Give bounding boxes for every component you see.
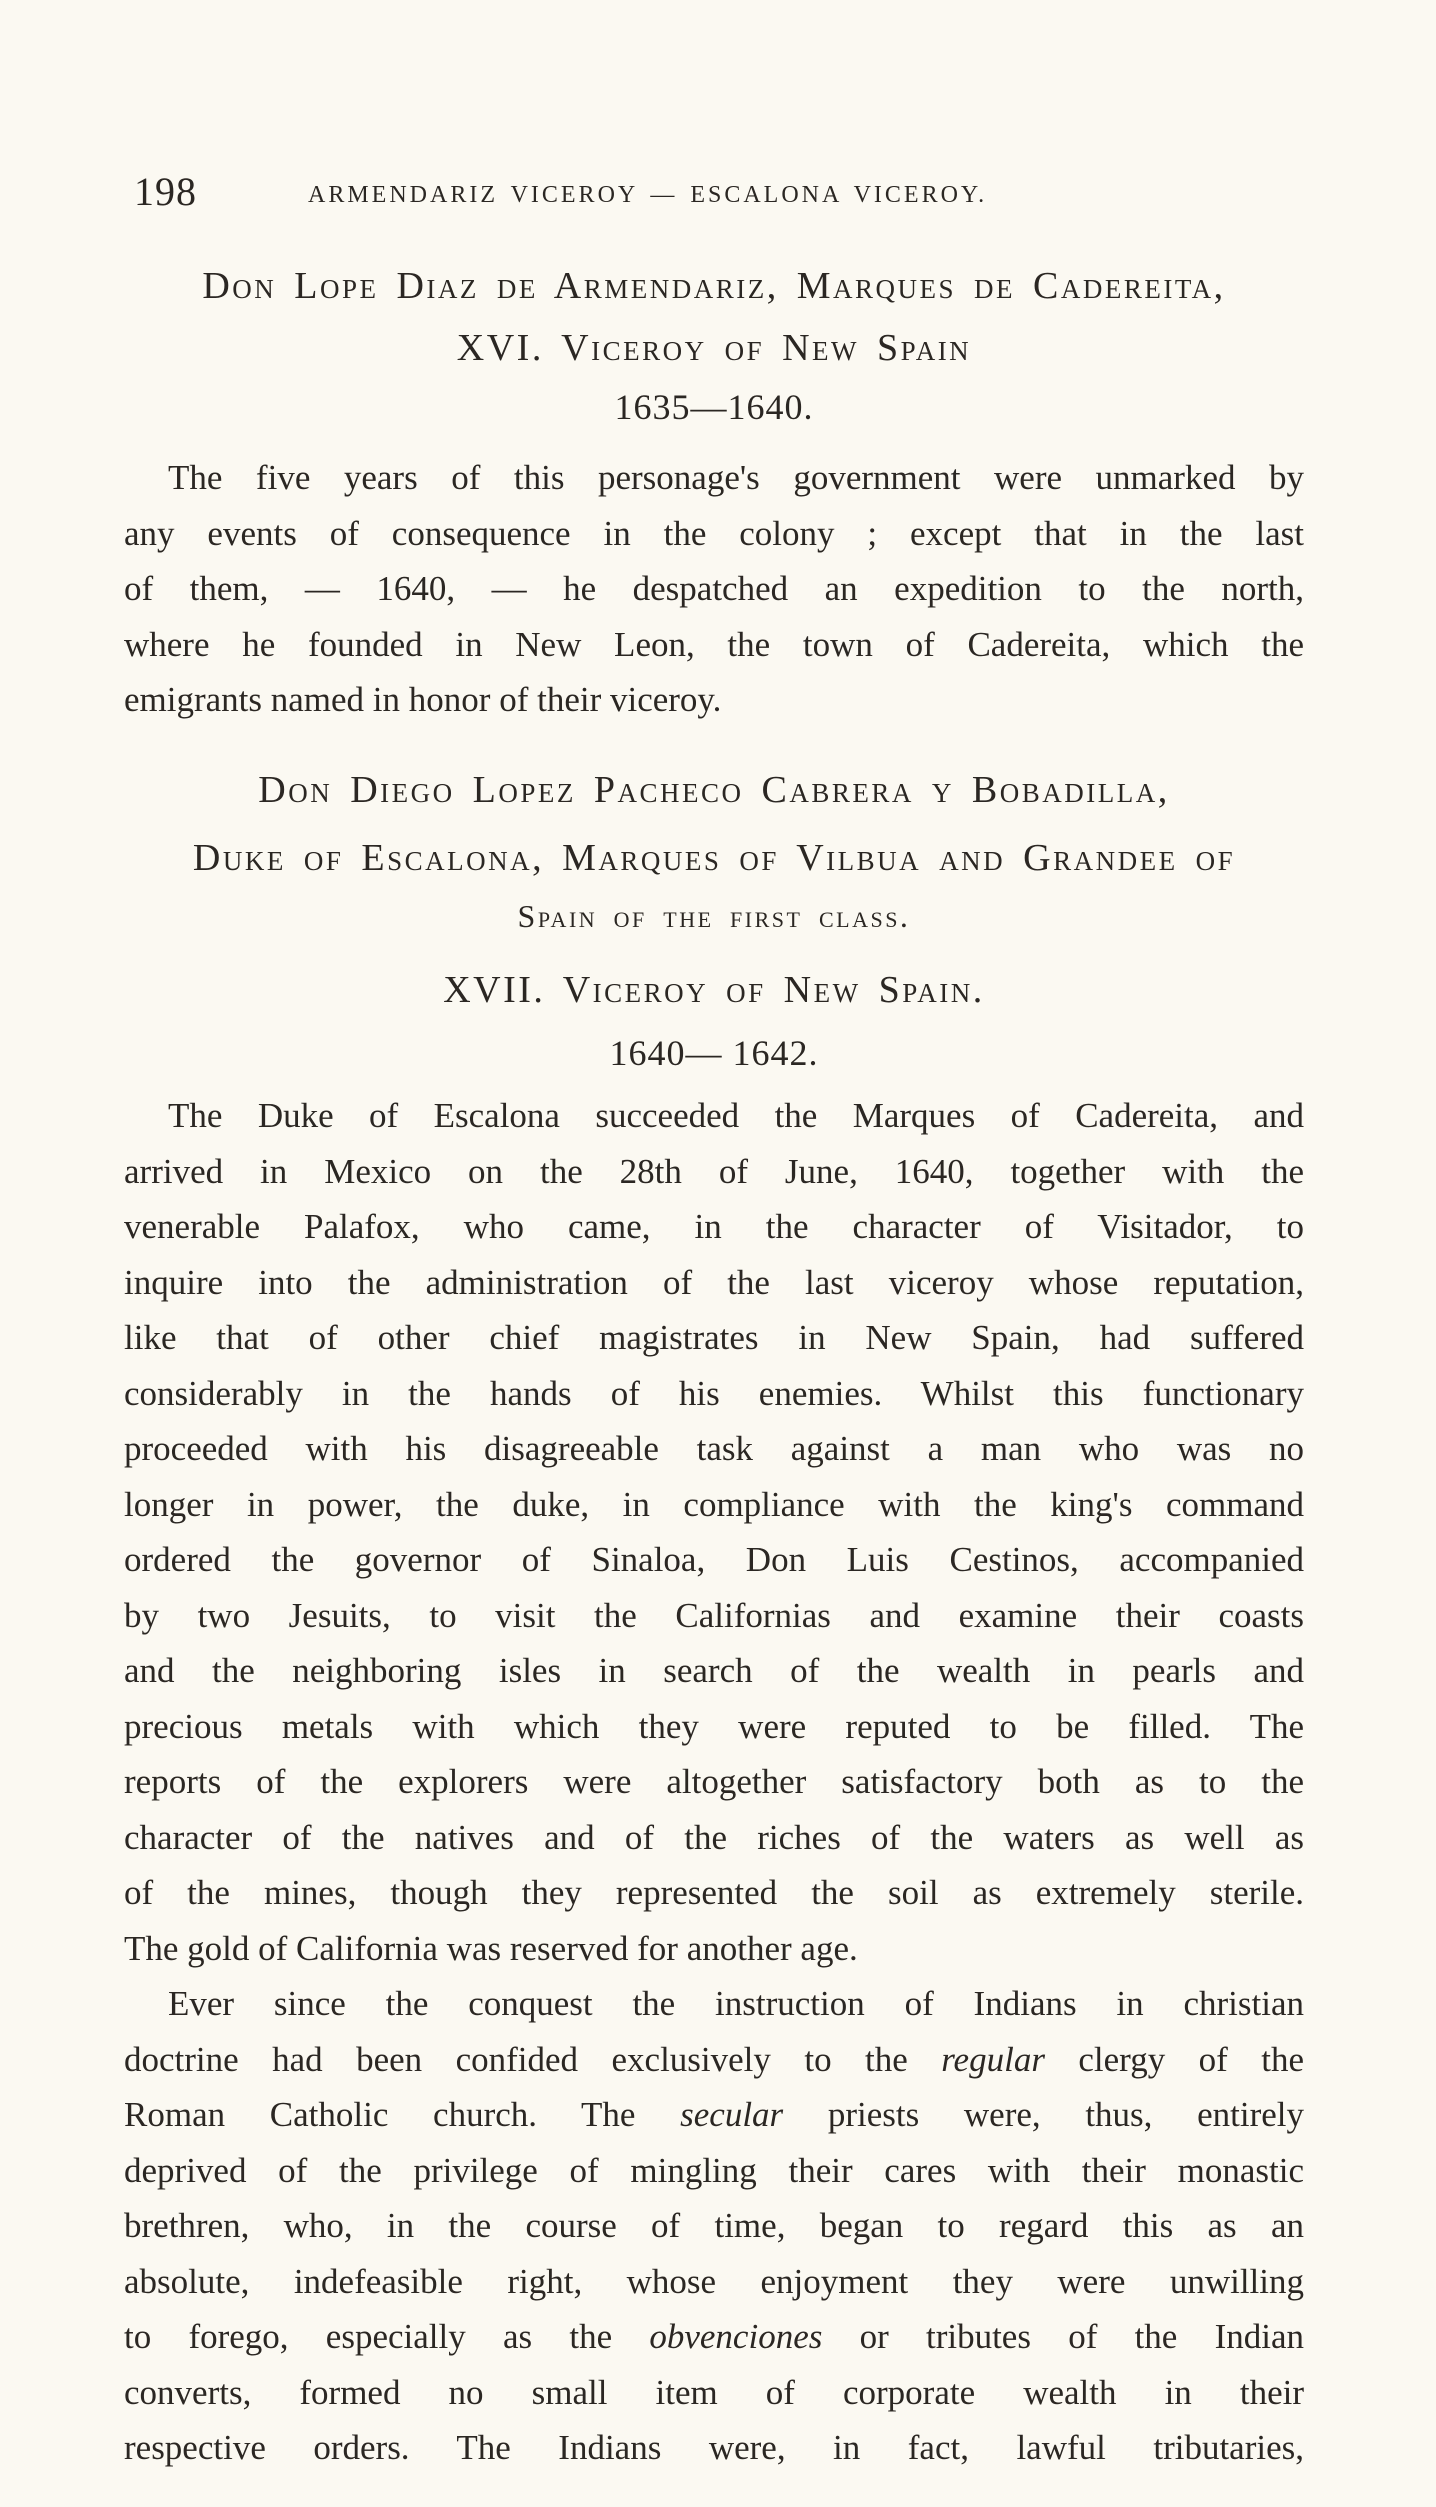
paragraph-line: absolute, indefeasible right, whose enjoyment they were unwilling bbox=[124, 2261, 1304, 2301]
text-run: or tributes of the Indian bbox=[822, 2317, 1304, 2356]
text-run: doctrine had been confided exclusively to the bbox=[124, 2039, 942, 2079]
italic-term-regular: regular bbox=[941, 2039, 1045, 2079]
paragraph-line: of them, — 1640, — he despatched an expedition to the north, bbox=[124, 569, 1304, 608]
section2-paragraph-2 bbox=[124, 1976, 1304, 2476]
paragraph-line: of the mines, though they represented the soil as extremely sterile. bbox=[124, 1873, 1304, 1912]
paragraph-line: ordered the governor of Sinaloa, Don Luis Cestinos, accompanied bbox=[124, 1540, 1304, 1579]
section2-years: 1640— 1642. bbox=[609, 1033, 819, 1073]
paragraph-line: The gold of California was reserved for another age. bbox=[124, 1928, 858, 1968]
paragraph-line bbox=[124, 2309, 1304, 2365]
paragraph-line: and the neighboring isles in search of the wealth in pearls and bbox=[124, 1651, 1304, 1690]
paragraph-line: emigrants named in honor of their viceroy. bbox=[124, 680, 722, 719]
paragraph-line: any events of consequence in the colony ; except that in the last bbox=[124, 513, 1304, 553]
paragraph-line: arrived in Mexico on the 28th of June, 1640, together with the bbox=[124, 1151, 1304, 1191]
paragraph-line: character of the natives and of the riches of the waters as well as bbox=[124, 1817, 1304, 1857]
text-run: Roman Catholic church. The bbox=[124, 2095, 681, 2134]
paragraph-line bbox=[124, 2032, 1304, 2088]
section2-name-line2: Duke of Escalona, Marques of Vilbua and Grandee of bbox=[192, 837, 1236, 879]
text-run: to forego, especially as the bbox=[124, 2317, 650, 2356]
section1-paragraph bbox=[124, 450, 1304, 728]
paragraph-line: precious metals with which they were reputed to be filled. The bbox=[124, 1706, 1304, 1746]
paragraph-line: The Duke of Escalona succeeded the Marques of Cadereita, and bbox=[168, 1096, 1304, 1135]
section2-title: XVII. Viceroy of New Spain. bbox=[443, 969, 985, 1011]
paragraph-line bbox=[124, 2087, 1304, 2143]
running-head bbox=[124, 168, 1304, 228]
paragraph-line: deprived of the privilege of mingling their cares with their monastic bbox=[124, 2150, 1304, 2190]
paragraph-line: like that of other chief magistrates in New Spain, had suffered bbox=[124, 1318, 1304, 1357]
italic-term-obvenciones: obvenciones bbox=[649, 2317, 823, 2356]
paragraph-line: proceeded with his disagreeable task against a man who was no bbox=[124, 1429, 1304, 1468]
section2-name-line1: Don Diego Lopez Pacheco Cabrera y Bobadilla, bbox=[258, 769, 1170, 811]
paragraph-line: respective orders. The Indians were, in fact, lawful tributaries, bbox=[124, 2428, 1304, 2467]
text-run: priests were, thus, entirely bbox=[783, 2095, 1304, 2134]
paragraph-line: The five years of this personage's government were unmarked by bbox=[168, 458, 1304, 497]
section1-title: XVI. Viceroy of New Spain bbox=[456, 327, 972, 369]
paragraph-line: where he founded in New Leon, the town of Cadereita, which the bbox=[124, 624, 1304, 664]
section2-paragraph-1 bbox=[124, 1088, 1304, 1976]
paragraph-line: brethren, who, in the course of time, began to regard this as an bbox=[124, 2206, 1304, 2245]
paragraph-line: converts, formed no small item of corporate wealth in their bbox=[124, 2372, 1304, 2412]
section1-name: Don Lope Diaz de Armendariz, Marques de Cadereita, bbox=[202, 265, 1226, 307]
italic-term-secular: secular bbox=[680, 2095, 784, 2134]
text-run: clergy of the bbox=[1044, 2039, 1305, 2079]
paragraph-line: venerable Palafox, who came, in the character of Visitador, to bbox=[124, 1207, 1304, 1246]
paragraph-line: inquire into the administration of the last viceroy whose reputation, bbox=[124, 1262, 1304, 1302]
page-number: 198 bbox=[134, 169, 197, 214]
paragraph-line: longer in power, the duke, in compliance with the king's command bbox=[124, 1484, 1304, 1524]
paragraph-line: by two Jesuits, to visit the Californias and examine their coasts bbox=[124, 1595, 1304, 1635]
paragraph-line: Ever since the conquest the instruction of Indians in christian bbox=[168, 1984, 1304, 2023]
running-title: ARMENDARIZ VICEROY — ESCALONA VICEROY. bbox=[308, 182, 988, 208]
paragraph-line: reports of the explorers were altogether satisfactory both as to the bbox=[124, 1762, 1304, 1801]
paragraph-line: considerably in the hands of his enemies. Whilst this functionary bbox=[124, 1373, 1304, 1413]
section2-name-line3: Spain of the first class. bbox=[517, 898, 911, 934]
section1-years: 1635—1640. bbox=[614, 387, 814, 427]
